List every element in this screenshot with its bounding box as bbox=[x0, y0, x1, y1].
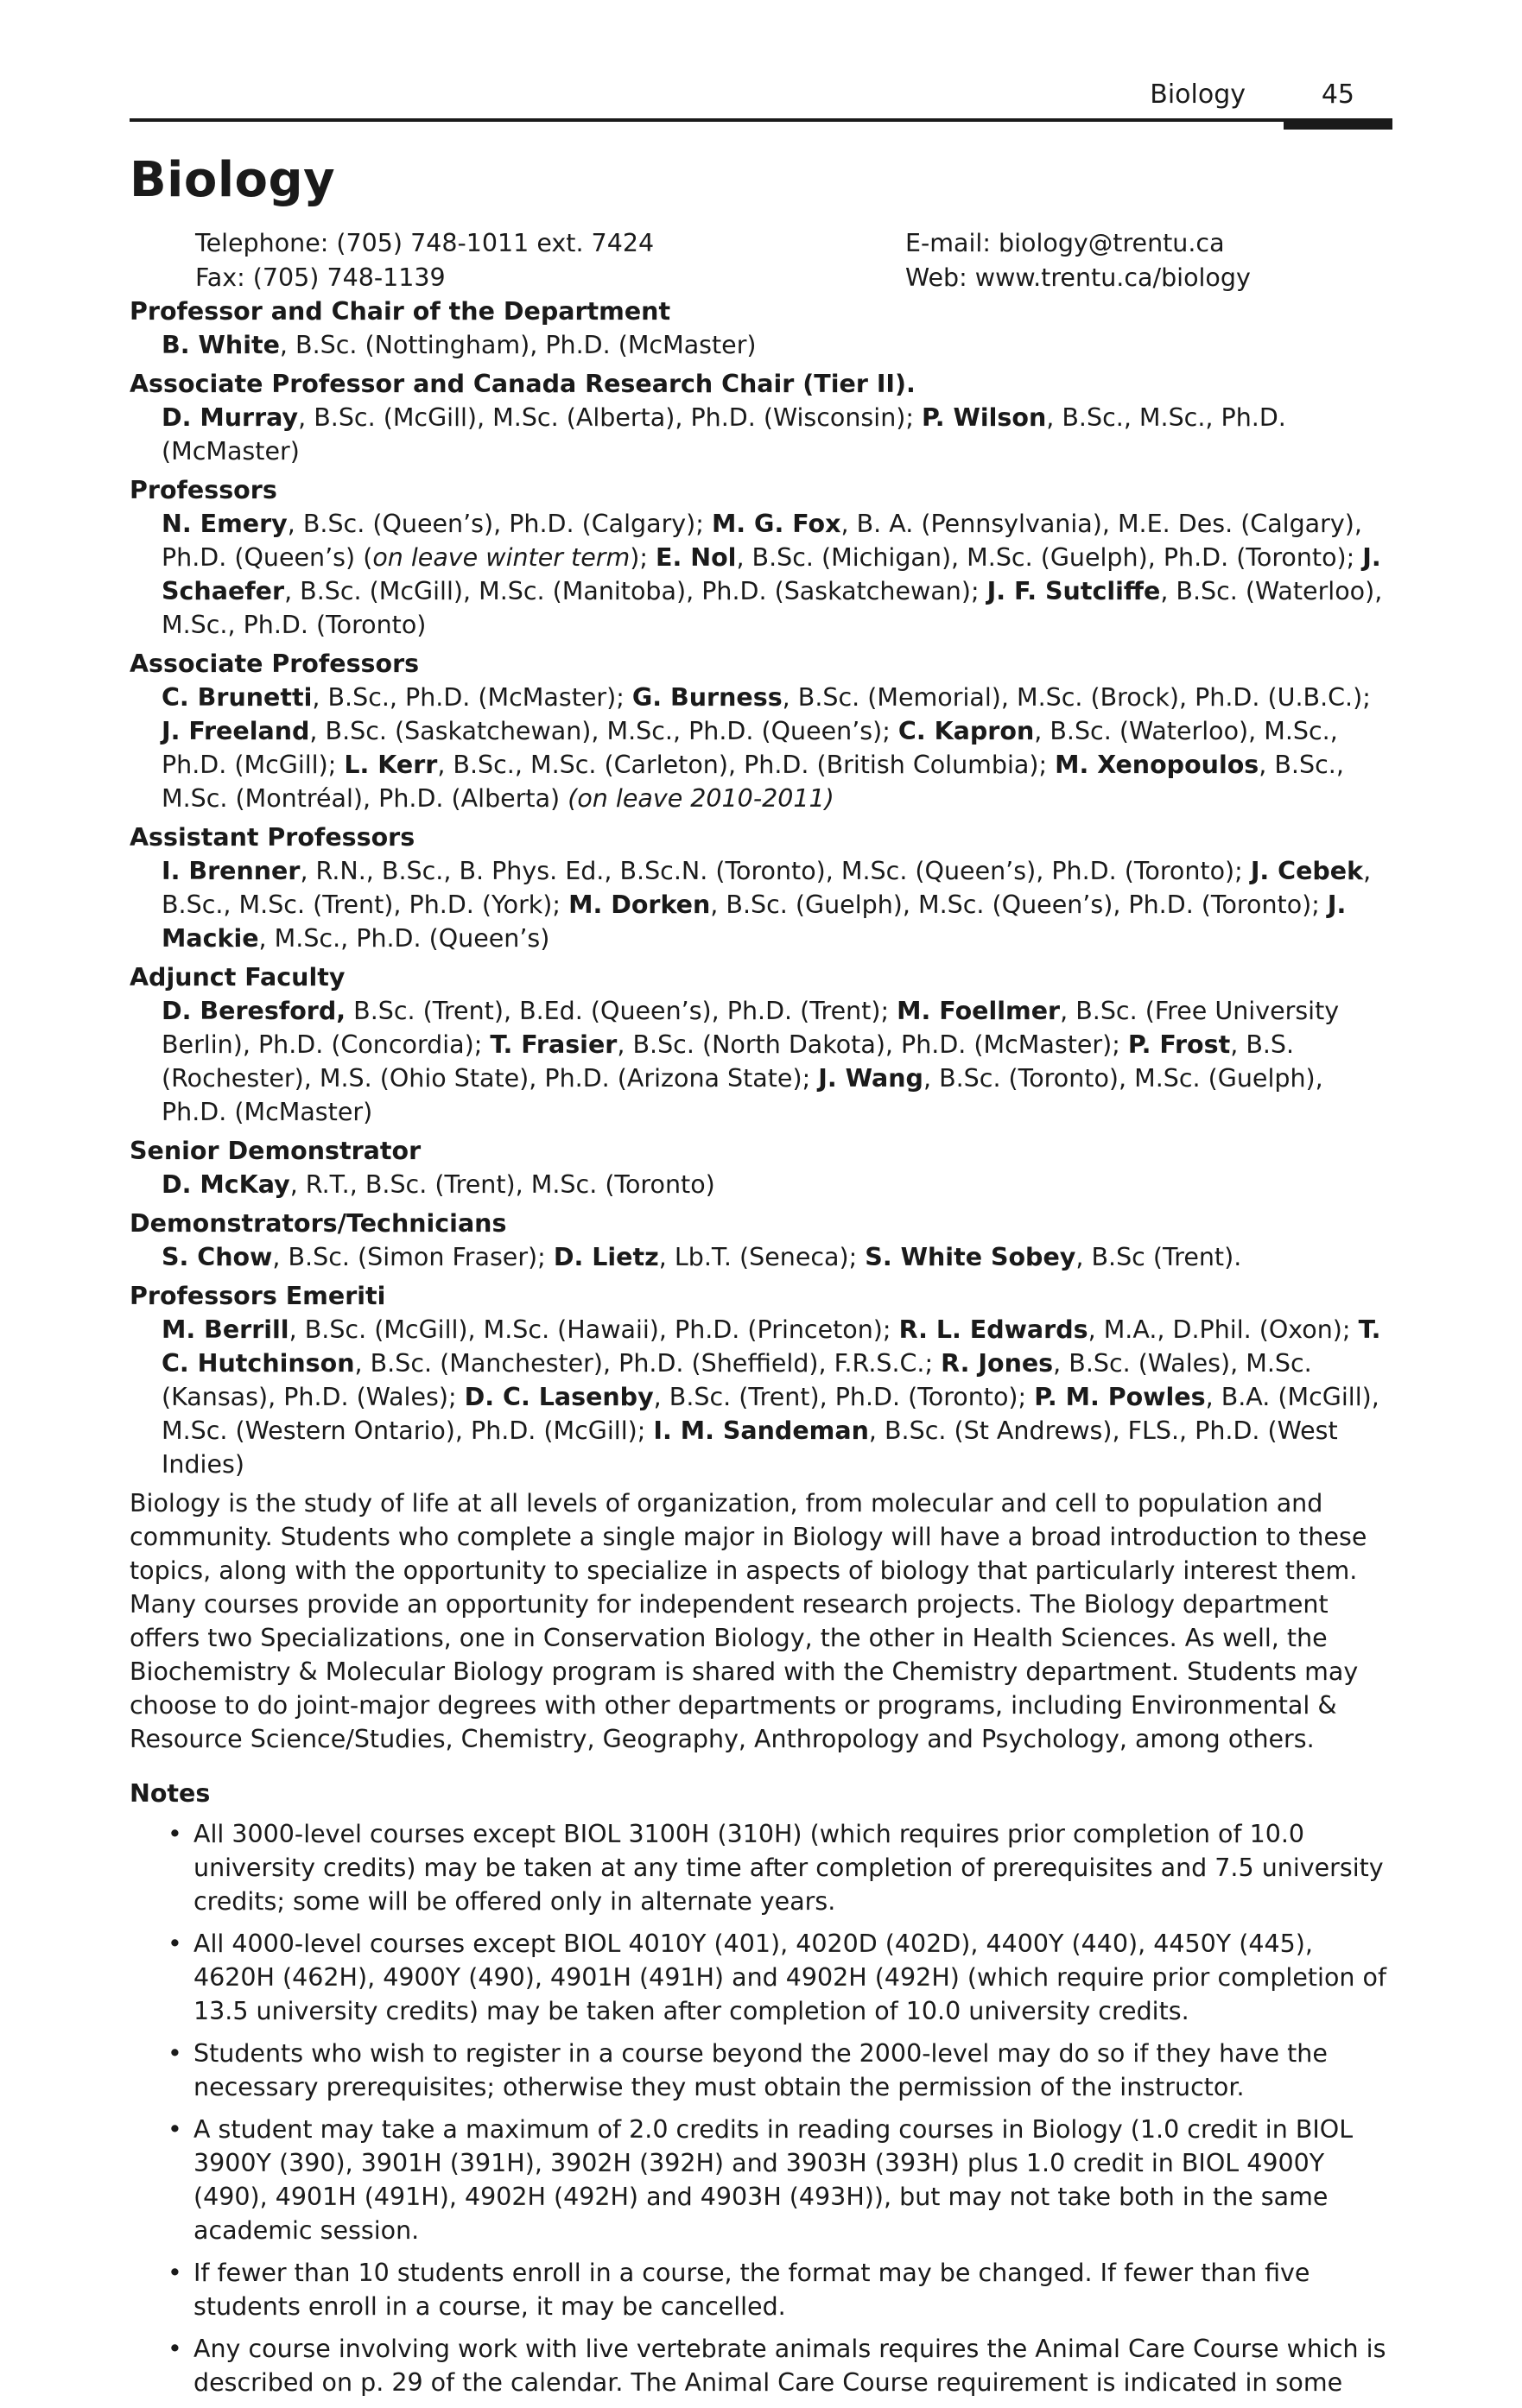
faculty-list bbox=[130, 295, 1392, 1481]
faculty-member-list bbox=[162, 507, 1392, 642]
main-content bbox=[130, 295, 1392, 2408]
faculty-name: M. G. Fox bbox=[711, 510, 841, 538]
faculty-name: T. Frasier bbox=[490, 1030, 618, 1059]
faculty-member-list bbox=[162, 401, 1392, 468]
faculty-name: L. Kerr bbox=[344, 751, 438, 779]
faculty-name: D. C. Lasenby bbox=[464, 1383, 654, 1411]
faculty-credentials: , B.Sc., M.Sc., Ph.D. (McMaster) bbox=[162, 403, 1286, 466]
faculty-name: T. C. Hutchinson bbox=[162, 1315, 1381, 1378]
note-text: Any course involving work with live vertebrate animals requires the Animal Care Course which is described on p. 29 of the calendar. The Animal Care Course requirement is indicated in some bbox=[193, 2335, 1386, 2397]
faculty-name: P. Wilson bbox=[922, 403, 1047, 432]
faculty-member-list bbox=[162, 1313, 1392, 1481]
contact-web-block bbox=[905, 226, 1251, 295]
page-title: Biology bbox=[130, 152, 336, 208]
faculty-credentials: , B.Sc (Trent). bbox=[1075, 1243, 1242, 1271]
faculty-name: D. Murray bbox=[162, 403, 299, 432]
faculty-name: D. Beresford, bbox=[162, 997, 346, 1025]
email: E-mail: biology@trentu.ca bbox=[905, 229, 1225, 257]
fax: Fax: (705) 748-1139 bbox=[195, 263, 446, 292]
bullet-icon: • bbox=[168, 2115, 182, 2144]
faculty-credentials: , M.Sc., Ph.D. (Queen’s) bbox=[258, 924, 550, 953]
faculty-name: C. Brunetti bbox=[162, 683, 313, 712]
header-section-name: Biology bbox=[1150, 79, 1246, 110]
contact-phone-block bbox=[195, 226, 654, 295]
faculty-name: N. Emery bbox=[162, 510, 288, 538]
note-item bbox=[130, 1927, 1392, 2028]
faculty-name: S. Chow bbox=[162, 1243, 273, 1271]
bullet-icon: • bbox=[168, 2259, 182, 2287]
faculty-member-list bbox=[162, 328, 1392, 362]
faculty-credentials: , B.A. (McGill), M.Sc. (Western Ontario), Ph.D. (McGill); bbox=[162, 1383, 1379, 1445]
faculty-credentials: , R.T., B.Sc. (Trent), M.Sc. (Toronto) bbox=[289, 1170, 715, 1199]
faculty-name: D. McKay bbox=[162, 1170, 290, 1199]
faculty-name: G. Burness bbox=[631, 683, 783, 712]
telephone: Telephone: (705) 748-1011 ext. 7424 bbox=[195, 229, 655, 257]
page-number: 45 bbox=[1321, 79, 1354, 110]
running-header bbox=[130, 79, 1392, 131]
faculty-credentials: , B.Sc. (McGill), M.Sc. (Manitoba), Ph.D. (Saskatchewan); bbox=[284, 577, 987, 605]
faculty-group-heading: Professors bbox=[130, 476, 277, 504]
faculty-credentials: , Lb.T. (Seneca); bbox=[658, 1243, 866, 1271]
note-item bbox=[130, 2332, 1392, 2399]
faculty-name: M. Berrill bbox=[162, 1315, 289, 1344]
faculty-credentials: , B.Sc. (Toronto), M.Sc. (Guelph), Ph.D. (McMaster) bbox=[162, 1064, 1323, 1126]
leave-note: on leave winter term bbox=[372, 543, 631, 572]
faculty-credentials: , B. A. (Pennsylvania), M.E. Des. (Calgary), Ph.D. (Queen’s) ( bbox=[162, 510, 1362, 572]
faculty-credentials: , B.Sc., M.Sc. (Trent), Ph.D. (York); bbox=[162, 857, 1372, 919]
bullet-icon: • bbox=[168, 2335, 182, 2363]
intro-paragraph: Biology is the study of life at all levels of organization, from molecular and cell to population and community. Students who complete a single major in Biology will have a broad introduction to these topics, along with the opportunity to specialize in aspects of biology that particularly interest them. Many courses provide an opportunity for independent research projects. The Biology department offers two Specializations, one in Conservation Biology, the other in Health Sciences. As well, the Biochemistry & Molecular Biology program is shared with the Chemistry department. Students may choose to do joint-major degrees with other departments or programs, including Environmental & Resource Science/Studies, Chemistry, Geography, Anthropology and Psychology, among others. bbox=[130, 1489, 1367, 1753]
note-item bbox=[130, 2037, 1392, 2104]
faculty-group-heading: Associate Professor and Canada Research Chair (Tier II). bbox=[130, 370, 916, 398]
faculty-credentials: , B.Sc. (McGill), M.Sc. (Hawaii), Ph.D. (Princeton); bbox=[289, 1315, 899, 1344]
faculty-member-list bbox=[162, 681, 1392, 815]
faculty-credentials: , B.Sc. (Saskatchewan), M.Sc., Ph.D. (Queen’s); bbox=[309, 717, 898, 745]
header-tab-marker bbox=[1284, 118, 1392, 130]
faculty-credentials: , R.N., B.Sc., B. Phys. Ed., B.Sc.N. (Toronto), M.Sc. (Queen’s), Ph.D. (Toronto); bbox=[300, 857, 1251, 885]
faculty-credentials: ); bbox=[630, 543, 656, 572]
note-text: Students who wish to register in a course beyond the 2000-level may do so if they have the necessary prerequisites; otherwise they must obtain the permission of the instructor. bbox=[193, 2039, 1328, 2101]
faculty-name: J. Freeland bbox=[162, 717, 310, 745]
faculty-credentials: , B.Sc. (Michigan), M.Sc. (Guelph), Ph.D. (Toronto); bbox=[736, 543, 1363, 572]
faculty-name: C. Kapron bbox=[897, 717, 1035, 745]
bullet-icon: • bbox=[168, 1820, 182, 1848]
faculty-credentials: , B.Sc. (Waterloo), M.Sc., Ph.D. (Toronto) bbox=[162, 577, 1383, 639]
faculty-name: J. Schaefer bbox=[162, 543, 1381, 605]
note-item bbox=[130, 1817, 1392, 1918]
faculty-credentials: , B.Sc. (St Andrews), FLS., Ph.D. (West Indies) bbox=[162, 1416, 1338, 1479]
faculty-credentials: , B.Sc. (Queen’s), Ph.D. (Calgary); bbox=[287, 510, 712, 538]
faculty-credentials: , B.Sc. (Guelph), M.Sc. (Queen’s), Ph.D. (Toronto); bbox=[710, 890, 1328, 919]
faculty-credentials: , B.Sc., M.Sc. (Montréal), Ph.D. (Alberta) bbox=[162, 751, 1344, 813]
website: Web: www.trentu.ca/biology bbox=[905, 263, 1251, 292]
faculty-name: I. Brenner bbox=[162, 857, 301, 885]
note-text: All 4000-level courses except BIOL 4010Y (401), 4020D (402D), 4400Y (440), 4450Y (445), 4620H (462H), 4900Y (490), 4901H (491H) and 4902H (492H) (which require prior completion of 13.5 university credits) may be taken after completion of 10.0 university credits. bbox=[193, 1930, 1386, 2025]
faculty-member-list bbox=[162, 1240, 1392, 1274]
faculty-credentials: , B.Sc. (Nottingham), Ph.D. (McMaster) bbox=[279, 331, 757, 359]
note-text: A student may take a maximum of 2.0 credits in reading courses in Biology (1.0 credit in BIOL 3900Y (390), 3901H (391H), 3902H (392H) and 3903H (393H) plus 1.0 credit in BIOL 4900Y (490), 4901H (491H), 4902H (492H) and 4903H (493H)), but may not take both in the same academic session. bbox=[193, 2115, 1354, 2245]
faculty-credentials: , B.Sc., M.Sc. (Carleton), Ph.D. (British Columbia); bbox=[437, 751, 1056, 779]
faculty-name: P. Frost bbox=[1127, 1030, 1231, 1059]
faculty-credentials: , B.Sc. (North Dakota), Ph.D. (McMaster); bbox=[617, 1030, 1128, 1059]
faculty-member-list bbox=[162, 994, 1392, 1129]
faculty-group-heading: Adjunct Faculty bbox=[130, 963, 346, 992]
leave-note: (on leave 2010-2011) bbox=[568, 784, 834, 813]
header-rule bbox=[130, 118, 1392, 122]
faculty-member-list bbox=[162, 854, 1392, 955]
faculty-member-list bbox=[162, 1168, 1392, 1201]
faculty-group-heading: Senior Demonstrator bbox=[130, 1137, 422, 1165]
faculty-credentials: , B.Sc. (Free University Berlin), Ph.D. (Concordia); bbox=[162, 997, 1340, 1059]
faculty-name: B. White bbox=[162, 331, 280, 359]
faculty-name: R. Jones bbox=[941, 1349, 1054, 1378]
faculty-name: I. M. Sandeman bbox=[653, 1416, 869, 1445]
faculty-credentials: , B.Sc. (Trent), Ph.D. (Toronto); bbox=[653, 1383, 1035, 1411]
note-text: All 3000-level courses except BIOL 3100H (310H) (which requires prior completion of 10.0 university credits) may be taken at any time after completion of prerequisites and 7.5 university credits; some will be offered only in alternate years. bbox=[193, 1820, 1384, 1916]
faculty-name: D. Lietz bbox=[553, 1243, 659, 1271]
note-item bbox=[130, 2256, 1392, 2323]
faculty-name: M. Xenopoulos bbox=[1055, 751, 1259, 779]
bullet-icon: • bbox=[168, 2039, 182, 2068]
faculty-credentials: B.Sc. (Trent), B.Ed. (Queen’s), Ph.D. (Trent); bbox=[346, 997, 897, 1025]
faculty-name: J. Mackie bbox=[162, 890, 1347, 953]
faculty-group-heading: Demonstrators/Technicians bbox=[130, 1209, 507, 1238]
note-text: If fewer than 10 students enroll in a course, the format may be changed. If fewer than five students enroll in a course, it may be cancelled. bbox=[193, 2259, 1310, 2321]
faculty-name: M. Dorken bbox=[568, 890, 711, 919]
faculty-credentials: , B.Sc., Ph.D. (McMaster); bbox=[312, 683, 632, 712]
faculty-name: M. Foellmer bbox=[897, 997, 1061, 1025]
notes-heading: Notes bbox=[130, 1779, 211, 1808]
faculty-credentials: , B.Sc. (Wales), M.Sc. (Kansas), Ph.D. (Wales); bbox=[162, 1349, 1312, 1411]
faculty-name: J. Wang bbox=[818, 1064, 923, 1093]
note-item bbox=[130, 2113, 1392, 2247]
bullet-icon: • bbox=[168, 1930, 182, 1958]
faculty-group-heading: Professor and Chair of the Department bbox=[130, 297, 671, 326]
faculty-group-heading: Professors Emeriti bbox=[130, 1282, 386, 1310]
faculty-name: E. Nol bbox=[656, 543, 737, 572]
notes-list bbox=[130, 1817, 1392, 2399]
faculty-credentials: , B.Sc. (Manchester), Ph.D. (Sheffield), F.R.S.C.; bbox=[354, 1349, 942, 1378]
faculty-credentials: , B.Sc. (Memorial), M.Sc. (Brock), Ph.D. (U.B.C.); bbox=[782, 683, 1371, 712]
faculty-name: R. L. Edwards bbox=[898, 1315, 1088, 1344]
faculty-name: J. F. Sutcliffe bbox=[986, 577, 1161, 605]
faculty-name: P. M. Powles bbox=[1034, 1383, 1206, 1411]
faculty-group-heading: Associate Professors bbox=[130, 650, 420, 678]
faculty-credentials: , B.S. (Rochester), M.S. (Ohio State), Ph.D. (Arizona State); bbox=[162, 1030, 1295, 1093]
faculty-credentials: , B.Sc. (McGill), M.Sc. (Alberta), Ph.D. (Wisconsin); bbox=[298, 403, 923, 432]
faculty-credentials: , B.Sc. (Waterloo), M.Sc., Ph.D. (McGill); bbox=[162, 717, 1338, 779]
faculty-name: S. White Sobey bbox=[865, 1243, 1076, 1271]
faculty-credentials: , M.A., D.Phil. (Oxon); bbox=[1088, 1315, 1359, 1344]
faculty-group-heading: Assistant Professors bbox=[130, 823, 415, 852]
faculty-credentials: , B.Sc. (Simon Fraser); bbox=[272, 1243, 554, 1271]
faculty-name: J. Cebek bbox=[1250, 857, 1364, 885]
